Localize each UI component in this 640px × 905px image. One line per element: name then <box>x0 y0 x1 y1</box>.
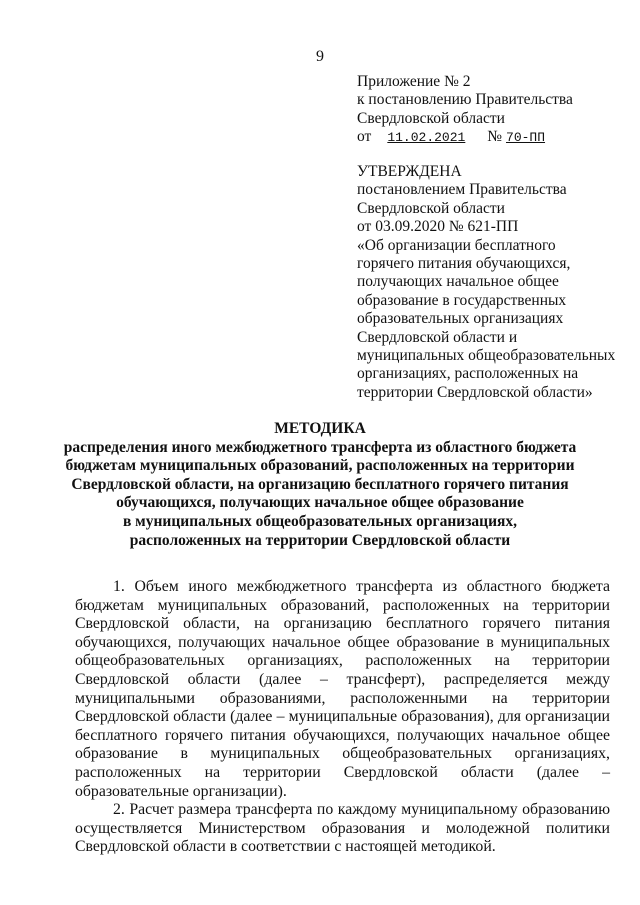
approved-line: Свердловской области и <box>357 328 518 346</box>
handwritten-date: 11.02.2021 <box>387 130 466 146</box>
appendix-block <box>357 73 627 148</box>
title-heading: МЕТОДИКА <box>274 420 366 437</box>
approved-block <box>357 163 627 402</box>
approved-line: получающих начальное общее <box>357 273 559 291</box>
title-line: обучающихся, получающих начальное общее образование <box>116 494 524 512</box>
appendix-reference: к постановлению Правительства <box>357 91 573 109</box>
approved-line: образовательных организациях <box>357 310 564 328</box>
approved-line: организациях, расположенных на <box>357 365 579 383</box>
approved-line: территории Свердловской области» <box>357 383 593 401</box>
appendix-region: Свердловской области <box>357 109 505 127</box>
document-title <box>60 420 580 550</box>
approved-line: муниципальных общеобразовательных <box>357 347 616 365</box>
approved-line: от 03.09.2020 № 621-ПП <box>357 218 519 236</box>
document-body <box>75 578 610 857</box>
title-line: в муниципальных общеобразовательных организациях, <box>122 512 518 530</box>
appendix-title: Приложение № 2 <box>357 73 471 90</box>
appendix-date-line <box>357 128 627 147</box>
title-line: распределения иного межбюджетного трансферта из областного бюджета <box>63 438 577 456</box>
approved-line: постановлением Правительства <box>357 181 567 199</box>
handwritten-number: 70-ПП <box>506 130 546 146</box>
approved-line: образование в государственных <box>357 291 567 309</box>
date-prefix: от <box>357 128 372 146</box>
paragraph-2: 2. Расчет размера трансферта по каждому муниципальному образованию осуществляется Министерством образования и молодежной политики Свердловской области в соответствии с настоящей методикой. <box>75 801 610 856</box>
approved-line: горячего питания обучающихся, <box>357 255 571 273</box>
title-line: расположенных на территории Свердловской области <box>129 531 511 549</box>
paragraph-1: 1. Объем иного межбюджетного трансферта из областного бюджета бюджетам муниципальных образований, расположенных на территории Свердловской области, на организацию бесплатного горячего питания обучающихся, получающих начальное общее образование в муниципальных общеобразовательных организациях, расположенных на территории Свердловской области (далее – трансферт), распределяется между муниципальными образованиями, расположенными на территории Свердловской области (далее – муниципальные образования), для организации бесплатного горячего питания обучающихся, получающих начальное общее образование в муниципальных общеобразовательных организациях, расположенных на территории Свердловской области (далее – образовательные организации). <box>75 578 610 800</box>
approved-heading: УТВЕРЖДЕНА <box>357 163 462 180</box>
title-line: Свердловской области, на организацию бесплатного горячего питания <box>71 475 569 493</box>
approved-line: «Об организации бесплатного <box>357 236 556 254</box>
title-line: бюджетам муниципальных образований, расположенных на территории <box>65 457 575 475</box>
number-prefix: № <box>487 128 503 146</box>
approved-line: Свердловской области <box>357 199 505 217</box>
page-number: 9 <box>316 48 324 65</box>
